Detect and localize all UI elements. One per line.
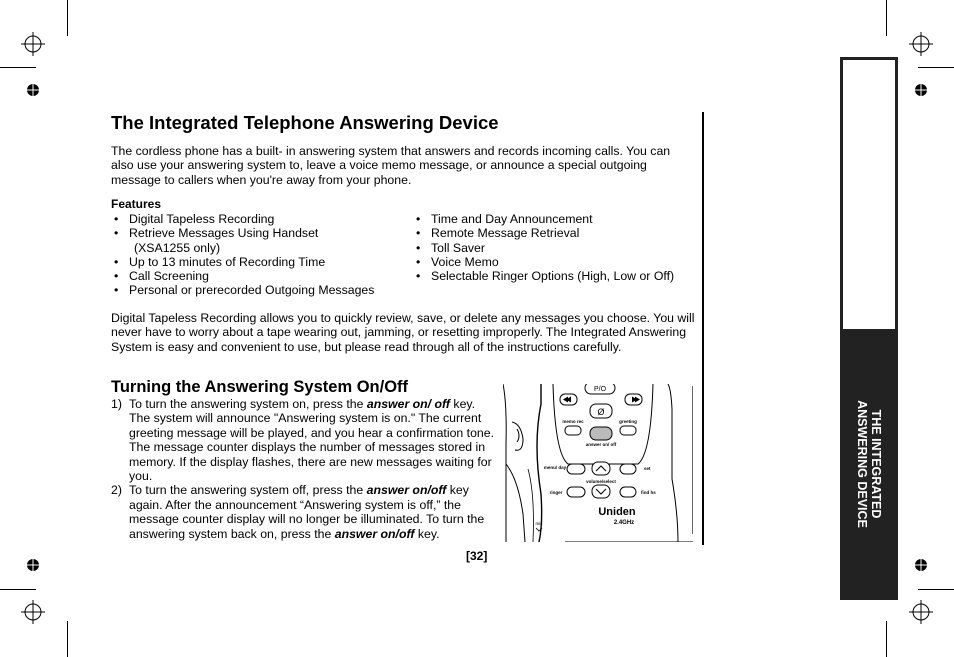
feature-item-continuation: (XSA1255 only)	[134, 240, 221, 255]
bullet: •	[114, 226, 119, 241]
registration-mark-icon	[909, 600, 933, 624]
feature-item: • Retrieve Messages Using Handset	[114, 226, 319, 241]
target-dot-icon	[913, 82, 929, 98]
feature-item: • Selectable Ringer Options (High, Low or Off)	[416, 269, 675, 284]
side-tab	[840, 329, 898, 600]
svg-text:answer on/ off: answer on/ off	[585, 442, 617, 447]
page-title: The Integrated Telephone Answering Device	[111, 112, 499, 133]
side-tab-top	[840, 57, 898, 329]
page-number: [32]	[466, 549, 488, 563]
features-list-right	[413, 212, 703, 283]
crop-mark	[918, 67, 954, 68]
feature-item: • Digital Tapeless Recording	[114, 212, 275, 226]
feature-item: • Remote Message Retrieval	[416, 226, 580, 241]
phone-base-illustration	[503, 384, 693, 542]
crop-mark	[918, 589, 954, 590]
svg-text:volume/select: volume/select	[586, 479, 616, 484]
step-item: 2) To turn the answering system off, press the answer on/off key again. After the announcement “Answering system is off,” the message counter display will no longer be illuminated. To turn the answering system back on, press the answer on/off key.	[111, 483, 485, 541]
bullet: •	[416, 226, 421, 241]
svg-text:mic: mic	[535, 521, 543, 526]
feature-item: • Up to 13 minutes of Recording Time	[114, 254, 326, 269]
svg-text:set: set	[644, 466, 651, 471]
bullet: •	[114, 283, 119, 298]
features-heading: Features	[111, 197, 162, 211]
section-title: Turning the Answering System On/Off	[111, 378, 409, 396]
svg-text:greeting: greeting	[619, 419, 637, 424]
svg-text:menu/ day: menu/ day	[543, 465, 567, 470]
crop-mark	[0, 589, 36, 590]
target-dot-icon	[25, 557, 41, 573]
bullet: •	[114, 269, 119, 284]
bullet: •	[416, 269, 421, 284]
crop-mark	[886, 0, 887, 36]
key-name: answer on/off	[366, 483, 447, 498]
steps-list	[111, 397, 499, 541]
play-stop-key-label: P/O	[593, 386, 607, 393]
feature-item: • Toll Saver	[416, 240, 485, 255]
target-dot-icon	[25, 82, 41, 98]
step-item: 1) To turn the answering system on, press the answer on/ off key. The system will announce "Answering system is on." The current greeting message will be played, and you hear a confirmation tone. The message counter displays the number of messages stored in memory. If the display flashes, there are new messages waiting for you.	[111, 397, 495, 484]
bullet: •	[114, 212, 119, 226]
crop-mark	[67, 0, 68, 36]
bullet: •	[416, 254, 421, 269]
side-tab-label: THE INTEGRATED ANSWERING DEVICE	[855, 400, 883, 528]
svg-text:ringer: ringer	[549, 490, 563, 495]
registration-mark-icon	[21, 600, 45, 624]
intro-paragraph: The cordless phone has a built- in answering system that answers and records incoming calls. You can also use your answering system to, leave a voice memo message, or announce a special outgoing message to callers when you're away from your phone.	[111, 144, 671, 187]
svg-text:2.4GHz: 2.4GHz	[613, 520, 635, 526]
key-name: answer on/ off	[366, 397, 450, 411]
feature-item: • Time and Day Announcement	[416, 212, 593, 226]
target-dot-icon	[913, 557, 929, 573]
answer-on-off-button	[590, 427, 612, 440]
features-list-left	[111, 212, 411, 298]
svg-text:find hs: find hs	[641, 490, 656, 495]
feature-item: • Personal or prerecorded Outgoing Messages	[114, 283, 375, 298]
delete-key-label: Ø	[597, 407, 605, 417]
bullet: •	[114, 254, 119, 269]
column-divider	[702, 112, 704, 545]
brand-logo: Uniden	[598, 506, 636, 518]
step-number: 1)	[111, 397, 122, 411]
crop-mark	[886, 621, 887, 657]
svg-text:memo rec: memo rec	[562, 419, 584, 424]
bullet: •	[416, 212, 421, 226]
registration-mark-icon	[909, 32, 933, 56]
feature-item: • Voice Memo	[416, 254, 499, 269]
bullet: •	[416, 240, 421, 255]
dtr-paragraph: Digital Tapeless Recording allows you to quickly review, save, or delete any messages you choose. You will never have to worry about a tape wearing out, jamming, or resetting improperly. The Integrated Answering System is easy and convenient to use, but please read through all of the instructions carefully.	[111, 311, 695, 354]
crop-mark	[67, 621, 68, 657]
registration-mark-icon	[21, 32, 45, 56]
crop-mark	[0, 67, 36, 68]
step-number: 2)	[111, 483, 122, 498]
feature-item: • Call Screening	[114, 269, 209, 284]
key-name: answer on/off	[334, 526, 415, 541]
